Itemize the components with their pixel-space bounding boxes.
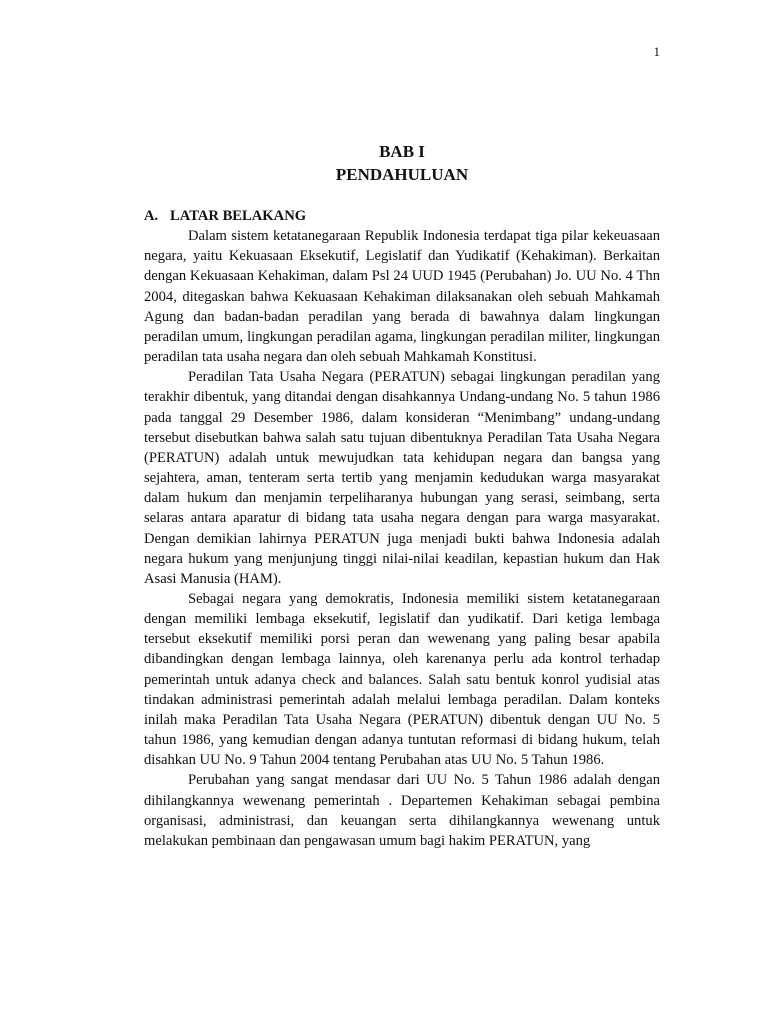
chapter-title: PENDAHULUAN bbox=[335, 165, 469, 184]
section-title: LATAR BELAKANG bbox=[170, 208, 307, 224]
paragraph-3: Sebagai negara yang demokratis, Indonesia memiliki sistem ketatanegaraan dengan memiliki lembaga eksekutif, legislatif dan yudikatif. Dari ketiga lembaga tersebut eksekutif memiliki porsi peran dan wewenang yang paling besar apabila dibandingkan dengan lembaga lainnya, oleh karenanya perlu ada kontrol terhadap pemerintah untuk adanya check and balances. Salah satu bentuk konrol yudisial atas tindakan administrasi pemerintah adalah melalui lembaga peradilan. Dalam konteks inilah maka Peradilan Tata Usaha Negara (PERATUN) dibentuk dengan UU No. 5 tahun 1986, yang kemudian dengan adanya tuntutan reformasi di bidang hukum, telah disahkan UU No. 9 Tahun 2004 tentang Perubahan atas UU No. 5 Tahun 1986. bbox=[144, 590, 660, 769]
paragraph-4: Perubahan yang sangat mendasar dari UU No. 5 Tahun 1986 adalah dengan dihilangkannya wewenang pemerintah . Departemen Kehakiman sebagai pembina organisasi, administrasi, dan keuangan serta dihilangkannya wewenang untuk melakukan pembinaan dan pengawasan umum bagi hakim PERATUN, yang bbox=[144, 772, 660, 849]
chapter-heading bbox=[0, 140, 768, 186]
paragraph-2: Peradilan Tata Usaha Negara (PERATUN) sebagai lingkungan peradilan yang terakhir dibentuk, yang ditandai dengan disahkannya Undang-undang No. 5 tahun 1986 pada tanggal 29 Desember 1986, dalam konsideran “Menimbang” undang-undang tersebut disebutkan bahwa salah satu tujuan dibentuknya Peradilan Tata Usaha Negara (PERATUN) adalah untuk mewujudkan tata kehidupan negara dan bangsa yang sejahtera, aman, tenteram serta tertib yang menjamin kedudukan warga masyarakat dalam hukum dan menjamin terpeliharanya hubungan yang serasi, seimbang, serta selaras antara aparatur di bidang tata usaha negara dengan para warga masyarakat. Dengan demikian lahirnya PERATUN juga menjadi bukti bahwa Indonesia adalah negara hukum yang menjunjung tinggi nilai-nilai keadilan, kepastian hukum dan Hak Asasi Manusia (HAM). bbox=[144, 369, 660, 587]
section-heading bbox=[144, 206, 660, 226]
section-letter: A. bbox=[144, 208, 159, 224]
paragraph-1: Dalam sistem ketatanegaraan Republik Indonesia terdapat tiga pilar kekeuasaan negara, yaitu Kekuasaan Eksekutif, Legislatif dan Yudikatif (Kehakiman). Berkaitan dengan Kekuasaan Kehakiman, dalam Psl 24 UUD 1945 (Perubahan) Jo. UU No. 4 Thn 2004, ditegaskan bahwa Kekuasaan Kehakiman dilaksanakan oleh sebuah Mahkamah Agung dan badan-badan peradilan yang berada di bawahnya dalam lingkungan peradilan umum, lingkungan peradilan agama, lingkungan peradilan militer, lingkungan peradilan tata usaha negara dan oleh sebuah Mahkamah Konstitusi. bbox=[144, 228, 660, 366]
page-number: 1 bbox=[653, 44, 660, 59]
chapter-number: BAB I bbox=[379, 142, 425, 161]
document-body bbox=[144, 206, 660, 851]
